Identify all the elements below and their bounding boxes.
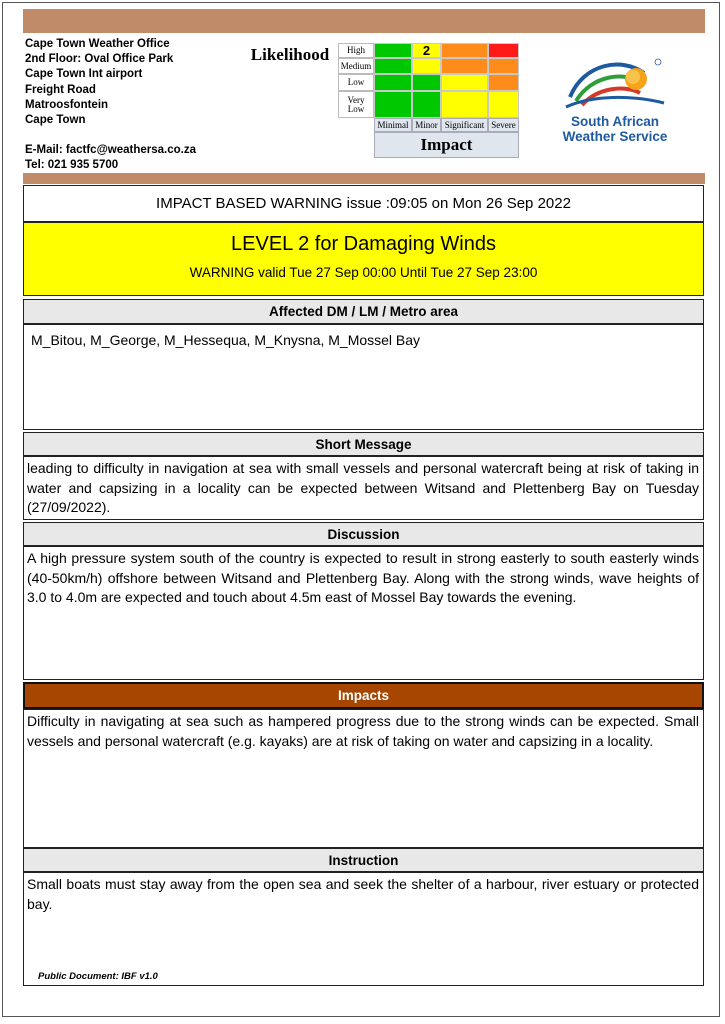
matrix-cell [488, 43, 519, 58]
logo-line-2: Weather Service [562, 129, 668, 144]
public-document-note: Public Document: IBF v1.0 [38, 971, 158, 982]
office-line: Freight Road [25, 83, 96, 96]
logo-wordmark [550, 114, 680, 144]
matrix-cell [441, 43, 488, 58]
row-label-very-low: Very Low [338, 91, 374, 118]
office-line: 2nd Floor: Oval Office Park [25, 53, 174, 66]
header-divider-bar [23, 173, 705, 184]
row-label-high: High [338, 43, 374, 58]
saws-logo [552, 55, 682, 120]
short-message-header: Short Message [23, 432, 704, 456]
row-label-medium: Medium [338, 58, 374, 74]
matrix-cell [488, 74, 519, 91]
likelihood-label: Likelihood [250, 45, 330, 64]
impacts-header: Impacts [23, 682, 704, 709]
office-line: Cape Town Int airport [25, 68, 143, 81]
instruction-text: Small boats must stay away from the open sea and seek the shelter of a harbour, river estuary or protected bay. [23, 872, 704, 986]
matrix-marker-cell: 2 [412, 43, 441, 58]
discussion-text: A high pressure system south of the country is expected to result in strong easterly to south easterly winds (40-50km/h) offshore between Witsand and Plettenberg Bay. Along with the strong winds, wave heights of 3.0 to 4.0m are expected and touch about 4.5m east of Mossel Bay towards the evening. [23, 546, 704, 680]
office-line: Matroosfontein [25, 98, 109, 111]
office-line: Cape Town [25, 114, 86, 127]
saws-logo-icon [552, 55, 682, 115]
impacts-text: Difficulty in navigating at sea such as hampered progress due to the strong winds can be expected. Small vessels and personal watercraft (e.g. kayaks) are at risk of taking on water and capsizing in a locality. [23, 709, 704, 848]
office-address [25, 37, 173, 128]
issue-line: IMPACT BASED WARNING issue :09:05 on Mon 26 Sep 2022 [23, 185, 704, 222]
email-text: E-Mail: factfc@weathersa.co.za [25, 144, 196, 156]
telephone-text: Tel: 021 935 5700 [25, 159, 119, 172]
col-label-minimal: Minimal [374, 118, 412, 132]
warning-validity: WARNING valid Tue 27 Sep 00:00 Until Tue 27 Sep 23:00 [189, 265, 538, 280]
short-message-text: leading to difficulty in navigation at sea with small vessels and personal watercraft being at risk of taking in water and capsizing in a locality can be expected between Witsand and Plettenberg Bay on Tuesday (27/09/2022). [23, 456, 704, 520]
matrix-cell [412, 58, 441, 74]
affected-area-text: M_Bitou, M_George, M_Hessequa, M_Knysna, M_Mossel Bay [23, 324, 704, 430]
instruction-header: Instruction [23, 848, 704, 872]
matrix-cell [374, 43, 412, 58]
warning-level-box [23, 222, 704, 296]
col-label-minor: Minor [412, 118, 441, 132]
logo-line-1: South African [570, 114, 659, 129]
matrix-cell [412, 91, 441, 118]
row-label-low: Low [338, 74, 374, 91]
affected-area-header: Affected DM / LM / Metro area [23, 299, 704, 324]
matrix-cell [488, 91, 519, 118]
matrix-cell [374, 91, 412, 118]
col-label-significant: Significant [441, 118, 488, 132]
matrix-cell [441, 74, 488, 91]
warning-level-title: LEVEL 2 for Damaging Winds [231, 233, 496, 255]
col-label-severe: Severe [488, 118, 519, 132]
office-line: Cape Town Weather Office [25, 38, 170, 50]
matrix-cell [441, 91, 488, 118]
top-decorative-bar [23, 9, 705, 33]
matrix-cell [374, 58, 412, 74]
matrix-cell [488, 58, 519, 74]
matrix-cell [441, 58, 488, 74]
discussion-header: Discussion [23, 522, 704, 546]
impact-label: Impact [374, 132, 519, 158]
matrix-cell [412, 74, 441, 91]
matrix-cell [374, 74, 412, 91]
contact-info [25, 143, 196, 173]
